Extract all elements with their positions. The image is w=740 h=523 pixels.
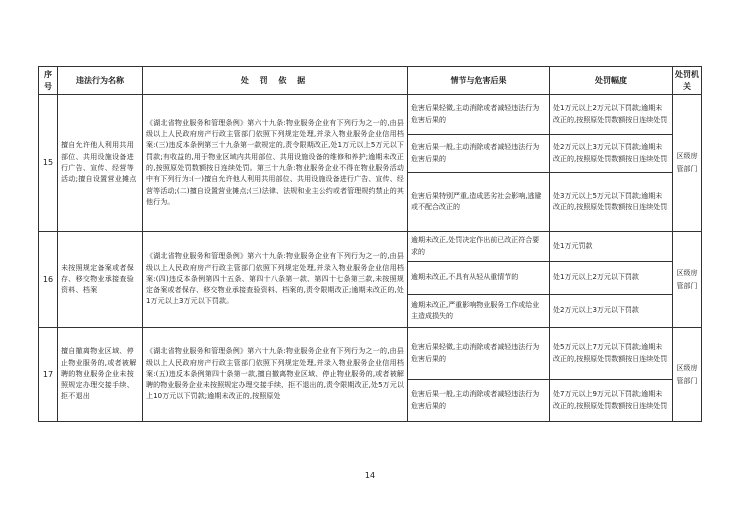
header-range: 处罚幅度 [550,67,673,95]
table-row [39,328,702,380]
circumstance-cell: 危害后果一般,主动消除或者减轻违法行为危害后果的 [408,135,550,173]
row-number: 15 [39,95,58,232]
circumstance-cell: 危害后果一般,主动消除或者减轻违法行为危害后果的 [408,380,550,422]
penalty-range-cell: 处1万元以上2万元以下罚款 [550,262,673,295]
table-header-row [39,67,702,95]
header-no: 序号 [39,67,58,95]
penalty-range-cell: 处1万元以上2万元以下罚款;逾期未改正的,按照原处罚数额按日连续处罚 [550,95,673,135]
circumstance-cell: 逾期未改正,严重影响物业服务工作或给业主造成损失的 [408,295,550,328]
penalty-basis: 《湖北省物业服务和管理条例》第六十九条:物业服务企业有下列行为之一的,由县级以上人民政府房产行政主管部门依照下列规定处理,并录入物业服务企业信用档案:(四)违反本条例第四十五条、第四十八条第一款、第四十七条第三款,未按照规定备案或者保存、移交物业承接查验资料、档案的,责令限期改正;逾期未改正的,处1万元以上3万元以下罚款。 [143,232,408,328]
row-number: 16 [39,232,58,328]
penalty-table [38,66,702,422]
circumstance-cell: 危害后果轻微,主动消除或者减轻违法行为危害后果的 [408,95,550,135]
header-circumstance: 情节与危害后果 [408,67,550,95]
penalty-range-cell: 处5万元以上7万元以下罚款;逾期未改正的,按照原处罚数额按日连续处罚 [550,328,673,380]
table-row [39,232,702,262]
circumstance-cell: 逾期未改正,处罚决定作出前已改正符合要求的 [408,232,550,262]
circumstance-cell: 危害后果轻微,主动消除或者减轻违法行为危害后果的 [408,328,550,380]
penalty-range-cell: 处1万元罚款 [550,232,673,262]
violation-name: 擅自允许他人利用共用部位、共用设施设备进行广告、宣传、经营等活动;擅自设置营业摊点 [58,95,143,232]
penalty-range-cell: 处2万元以上3万元以下罚款;逾期未改正的,按照原处罚数额按日连续处罚 [550,135,673,173]
penalty-basis: 《湖北省物业服务和管理条例》第六十九条:物业服务企业有下列行为之一的,由县级以上人民政府房产行政主管部门依照下列规定处理,并录入物业服务企业信用档案:(三)违反本条例第三十九条第一款规定的,责令限期改正,处1万元以上5万元以下罚款;有收益的,用于物业区域内共用部位、共用设施设备的维修和养护;逾期未改正的,按照原处罚数额按日连续处罚。第三十九条:物业服务企业不得在物业服务活动中有下列行为:(一)擅自允许他人利用共用部位、共用设施设备进行广告、宣传、经营等活动;(二)擅自设置营业摊点;(三)法律、法规和业主公约或者管理规约禁止的其他行为。 [143,95,408,232]
row-number: 17 [39,328,58,422]
penalty-range-cell: 处2万元以上3万元以下罚款 [550,295,673,328]
page-number: 14 [364,471,376,480]
violation-name: 未按照规定备案或者保存、移交物业承接查验资料、档案 [58,232,143,328]
violation-name: 擅自撤离物业区域、停止物业服务的,或者被解聘的物业服务企业未按照规定办理交接手续、拒不退出 [58,328,143,422]
circumstance-cell: 危害后果特别严重,造成恶劣社会影响,逃避或不配合改正的 [408,173,550,232]
table-row [39,95,702,135]
penalty-basis: 《湖北省物业服务和管理条例》第六十九条:物业服务企业有下列行为之一的,由县级以上人民政府房产行政主管部门依照下列规定处理,并录入物业服务企业信用档案:(五)违反本条例第四十条第一款,擅自撤离物业区域、停止物业服务的,或者被解聘的物业服务企业未按照规定办理交接手续、拒不退出的,责令限期改正,处5万元以上10万元以下罚款;逾期未改正的,按照原处 [143,328,408,422]
header-name: 违法行为名称 [58,67,143,95]
header-org: 处罚机关 [673,67,702,95]
penalty-org: 区级房管部门 [673,95,702,232]
header-basis: 处 罚 依 据 [143,67,408,95]
penalty-range-cell: 处7万元以上9万元以下罚款;逾期未改正的,按照原处罚数额按日连续处罚 [550,380,673,422]
circumstance-cell: 逾期未改正,不具有从轻从重情节的 [408,262,550,295]
penalty-org: 区级房管部门 [673,232,702,328]
penalty-org: 区级房管部门 [673,328,702,422]
penalty-range-cell: 处3万元以上5万元以下罚款;逾期未改正的,按照原处罚数额按日连续处罚 [550,173,673,232]
